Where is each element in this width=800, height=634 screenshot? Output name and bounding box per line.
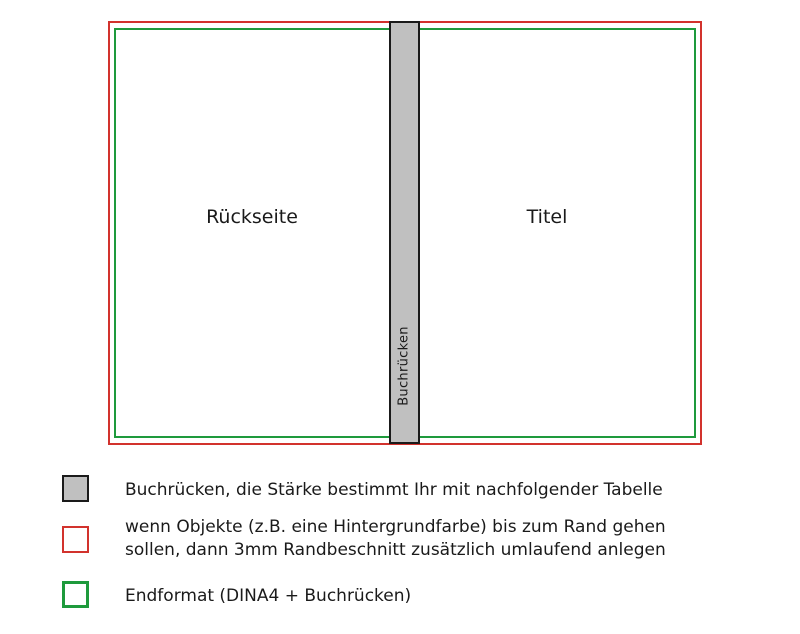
spine-label: Buchrücken xyxy=(396,326,412,406)
legend-bleed-line-2: sollen, dann 3mm Randbeschnitt zusätzlich umlaufend anlegen xyxy=(125,540,666,560)
legend-spine-text: Buchrücken, die Stärke bestimmt Ihr mit nachfolgender Tabelle xyxy=(125,480,663,500)
legend-bleed-swatch xyxy=(62,526,89,553)
back-cover-label: Rückseite xyxy=(206,206,298,228)
legend-bleed-text xyxy=(125,516,666,562)
legend-final-format-swatch xyxy=(62,581,89,608)
front-cover-label: Titel xyxy=(526,206,568,228)
legend-final-format-text: Endformat (DINA4 + Buchrücken) xyxy=(125,586,412,606)
legend-spine-swatch xyxy=(62,475,89,502)
legend-bleed-line-1: wenn Objekte (z.B. eine Hintergrundfarbe) bis zum Rand gehen xyxy=(125,517,666,537)
